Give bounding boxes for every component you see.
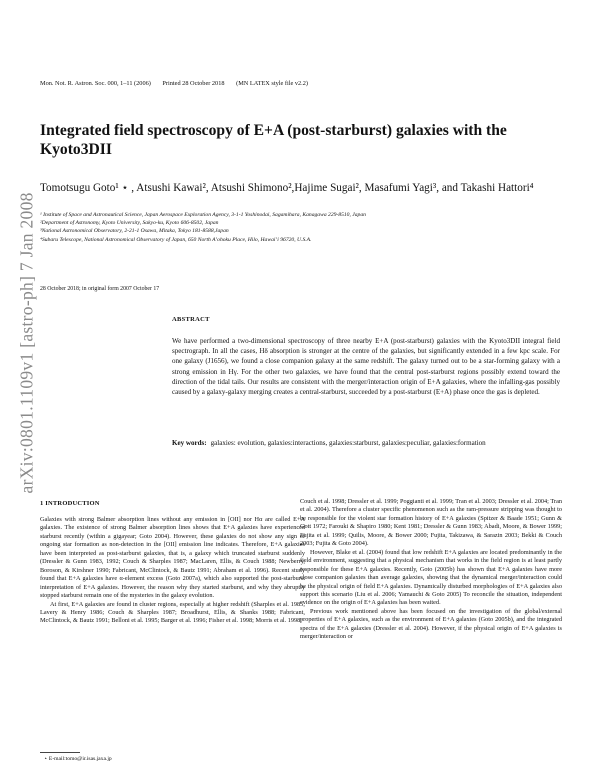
abstract-heading: ABSTRACT xyxy=(172,316,210,323)
paragraph: Galaxies with strong Balmer absorption lines without any emission in [OII] nor Hα are called E+A galaxies. The existence of strong Balmer absorption lines shows that E+A galaxies have experienced starburst recently (within a gigayear; Goto 2004). However, these galaxies do not show any sign of ongoing star formation as non-detection in the [OII] emission line indicates. Therefore, E+A galaxies have been interpreted as post-starburst galaxies, that is, a galaxy which truncated starburst suddenly (Dressler & Gunn 1983, 1992; Couch & Sharples 1987; MacLaren, Ellis, & Couch 1988; Newberry, Boroson, & Kirshner 1990; Fabricant, McClintock, & Bautz 1991; Abraham et al. 1996). Recent study found that E+A galaxies have α-element excess (Goto 2007a), which also supported the post-starburst interpretation of E+A galaxies. However, the reason why they started starburst, and why they abruptly stopped starburst remain one of the mysteries in the galaxy evolution. xyxy=(40,516,305,600)
affiliation: ⁴Subaru Telescope, National Astronomical Observatory of Japan, 650 North A’ohoku Place, Hilo, Hawai’i 96720, U.S.A. xyxy=(40,236,312,243)
affiliation: ³National Astronomical Observatory, 2-21-1 Osawa, Mitaka, Tokyo 181-8588,Japan xyxy=(40,228,229,235)
keywords xyxy=(172,438,560,448)
affiliation: ²Department of Astronomy, Kyoto University, Sakyo-ku, Kyoto 606-8502, Japan xyxy=(40,220,219,227)
affiliation: ¹ Institute of Space and Astronautical Science, Japan Aerospace Exploration Agency, 3-1-1 Yoshinodai, Sagamihara, Kanagawa 229-8510, Japan xyxy=(40,212,366,218)
paragraph: Couch et al. 1998; Dressler et al. 1999; Poggianti et al. 1999; Tran et al. 2003; Dressler et al. 2004; Tran et al. 2004). Therefore a cluster specific phenomenon such as the ram-pressure stripping was thought to be responsible for the violent star formation history of E+A galaxies (Spitzer & Baade 1951; Gunn & Gott 1972; Farouki & Shapiro 1980; Kent 1981; Dressler & Gunn 1983; Abadi, Moore, & Bower 1999; Fujita et al. 1999; Quilis, Moore, & Bower 2000; Fujita, Takizawa, & Sarazin 2003; Bekki & Couch 2003; Fujita & Goto 2004). xyxy=(300,498,562,548)
printed-date: Printed 28 October 2018 xyxy=(162,80,225,87)
arxiv-stamp: arXiv:0801.1109v1 [astro-ph] 7 Jan 2008 xyxy=(16,192,37,494)
right-column xyxy=(300,498,562,642)
paragraph: However, Blake et al. (2004) found that low redshift E+A galaxies are located predominantly in the field environment, suggesting that a physical mechanism that works in the field region is at least partly responsible for these E+A galaxies. Recently, Goto (2005b) has shown that E+A galaxies have more close companion galaxies than average galaxies, showing that the dynamical merger/interaction could be the physical origin of field E+A galaxies. Dynamically disturbed morphologies of E+A galaxies also support this scenario (Liu et al. 2006; Yamauchi & Goto 2005) To reconcile the situation, independent evidence on the origin of E+A galaxies has been waited. xyxy=(300,548,562,607)
affiliations xyxy=(40,211,560,244)
section-heading: 1 INTRODUCTION xyxy=(40,500,100,507)
footnote: ⋆ E-mail:tomo@ir.isas.jaxa.jp xyxy=(44,756,112,762)
journal-citation: Mon. Not. R. Astron. Soc. 000, 1–11 (2006) xyxy=(40,80,151,87)
author-list: Tomotsugu Goto¹ ⋆ , Atsushi Kawai², Atsushi Shimono²,Hajime Sugai², Masafumi Yagi³, and Takashi Hattori⁴ xyxy=(40,182,534,194)
abstract-text: We have performed a two-dimensional spectroscopy of three nearby E+A (post-starburst) galaxies with the Kyoto3DII integral field spectrograph. In all the cases, Hδ absorption is stronger at the centre of the galaxies, but significantly extended in a few kpc scale. For one galaxy (J1656), we found a close companion galaxy at the same redshift. The galaxy turned out to be a star-forming galaxy with a strong emission in Hγ. For the other two galaxies, we have found that the central post-starburst regions possibly extend toward the direction of the tidal tails. Our results are consistent with the merger/interaction origin of E+A galaxies, where the infalling-gas possibly caused by a galaxy-galaxy merging creates a central-starburst, succeeded by a post-starburst (E+A) phase once the gas is depleted. xyxy=(172,337,560,397)
footnote-rule xyxy=(40,752,80,753)
paragraph: Previous work mentioned above has been focused on the investigation of the global/external properties of E+A galaxies, such as the environment of E+A galaxies (Goto 2005b), and the integrated spectra of the E+A galaxies (Dressler et al. 2004). However, if the physical origin of E+A galaxies is merger/interaction or xyxy=(300,607,562,641)
paper-title: Integrated field spectroscopy of E+A (post-starburst) galaxies with the Kyoto3DII xyxy=(40,122,507,158)
received-dates: 28 October 2018; in original form 2007 October 17 xyxy=(40,286,160,292)
keywords-label: Key words: xyxy=(172,439,207,447)
keywords-list: galaxies: evolution, galaxies:interactions, galaxies:starburst, galaxies:peculiar, galaxies:formation xyxy=(210,439,486,447)
style-note: (MN LATEX style file v2.2) xyxy=(236,80,308,87)
left-column xyxy=(40,516,305,626)
paragraph: At first, E+A galaxies are found in cluster regions, especially at higher redshift (Sharples et al. 1985; Lavery & Henry 1986; Couch & Sharples 1987; Broadhurst, Ellis, & Shanks 1988; Fabricant, McClintock, & Bautz 1991; Belloni et al. 1995; Barger et al. 1996; Fisher et al. 1998; Morris et al. 1998; xyxy=(40,600,305,625)
running-header xyxy=(40,80,318,87)
